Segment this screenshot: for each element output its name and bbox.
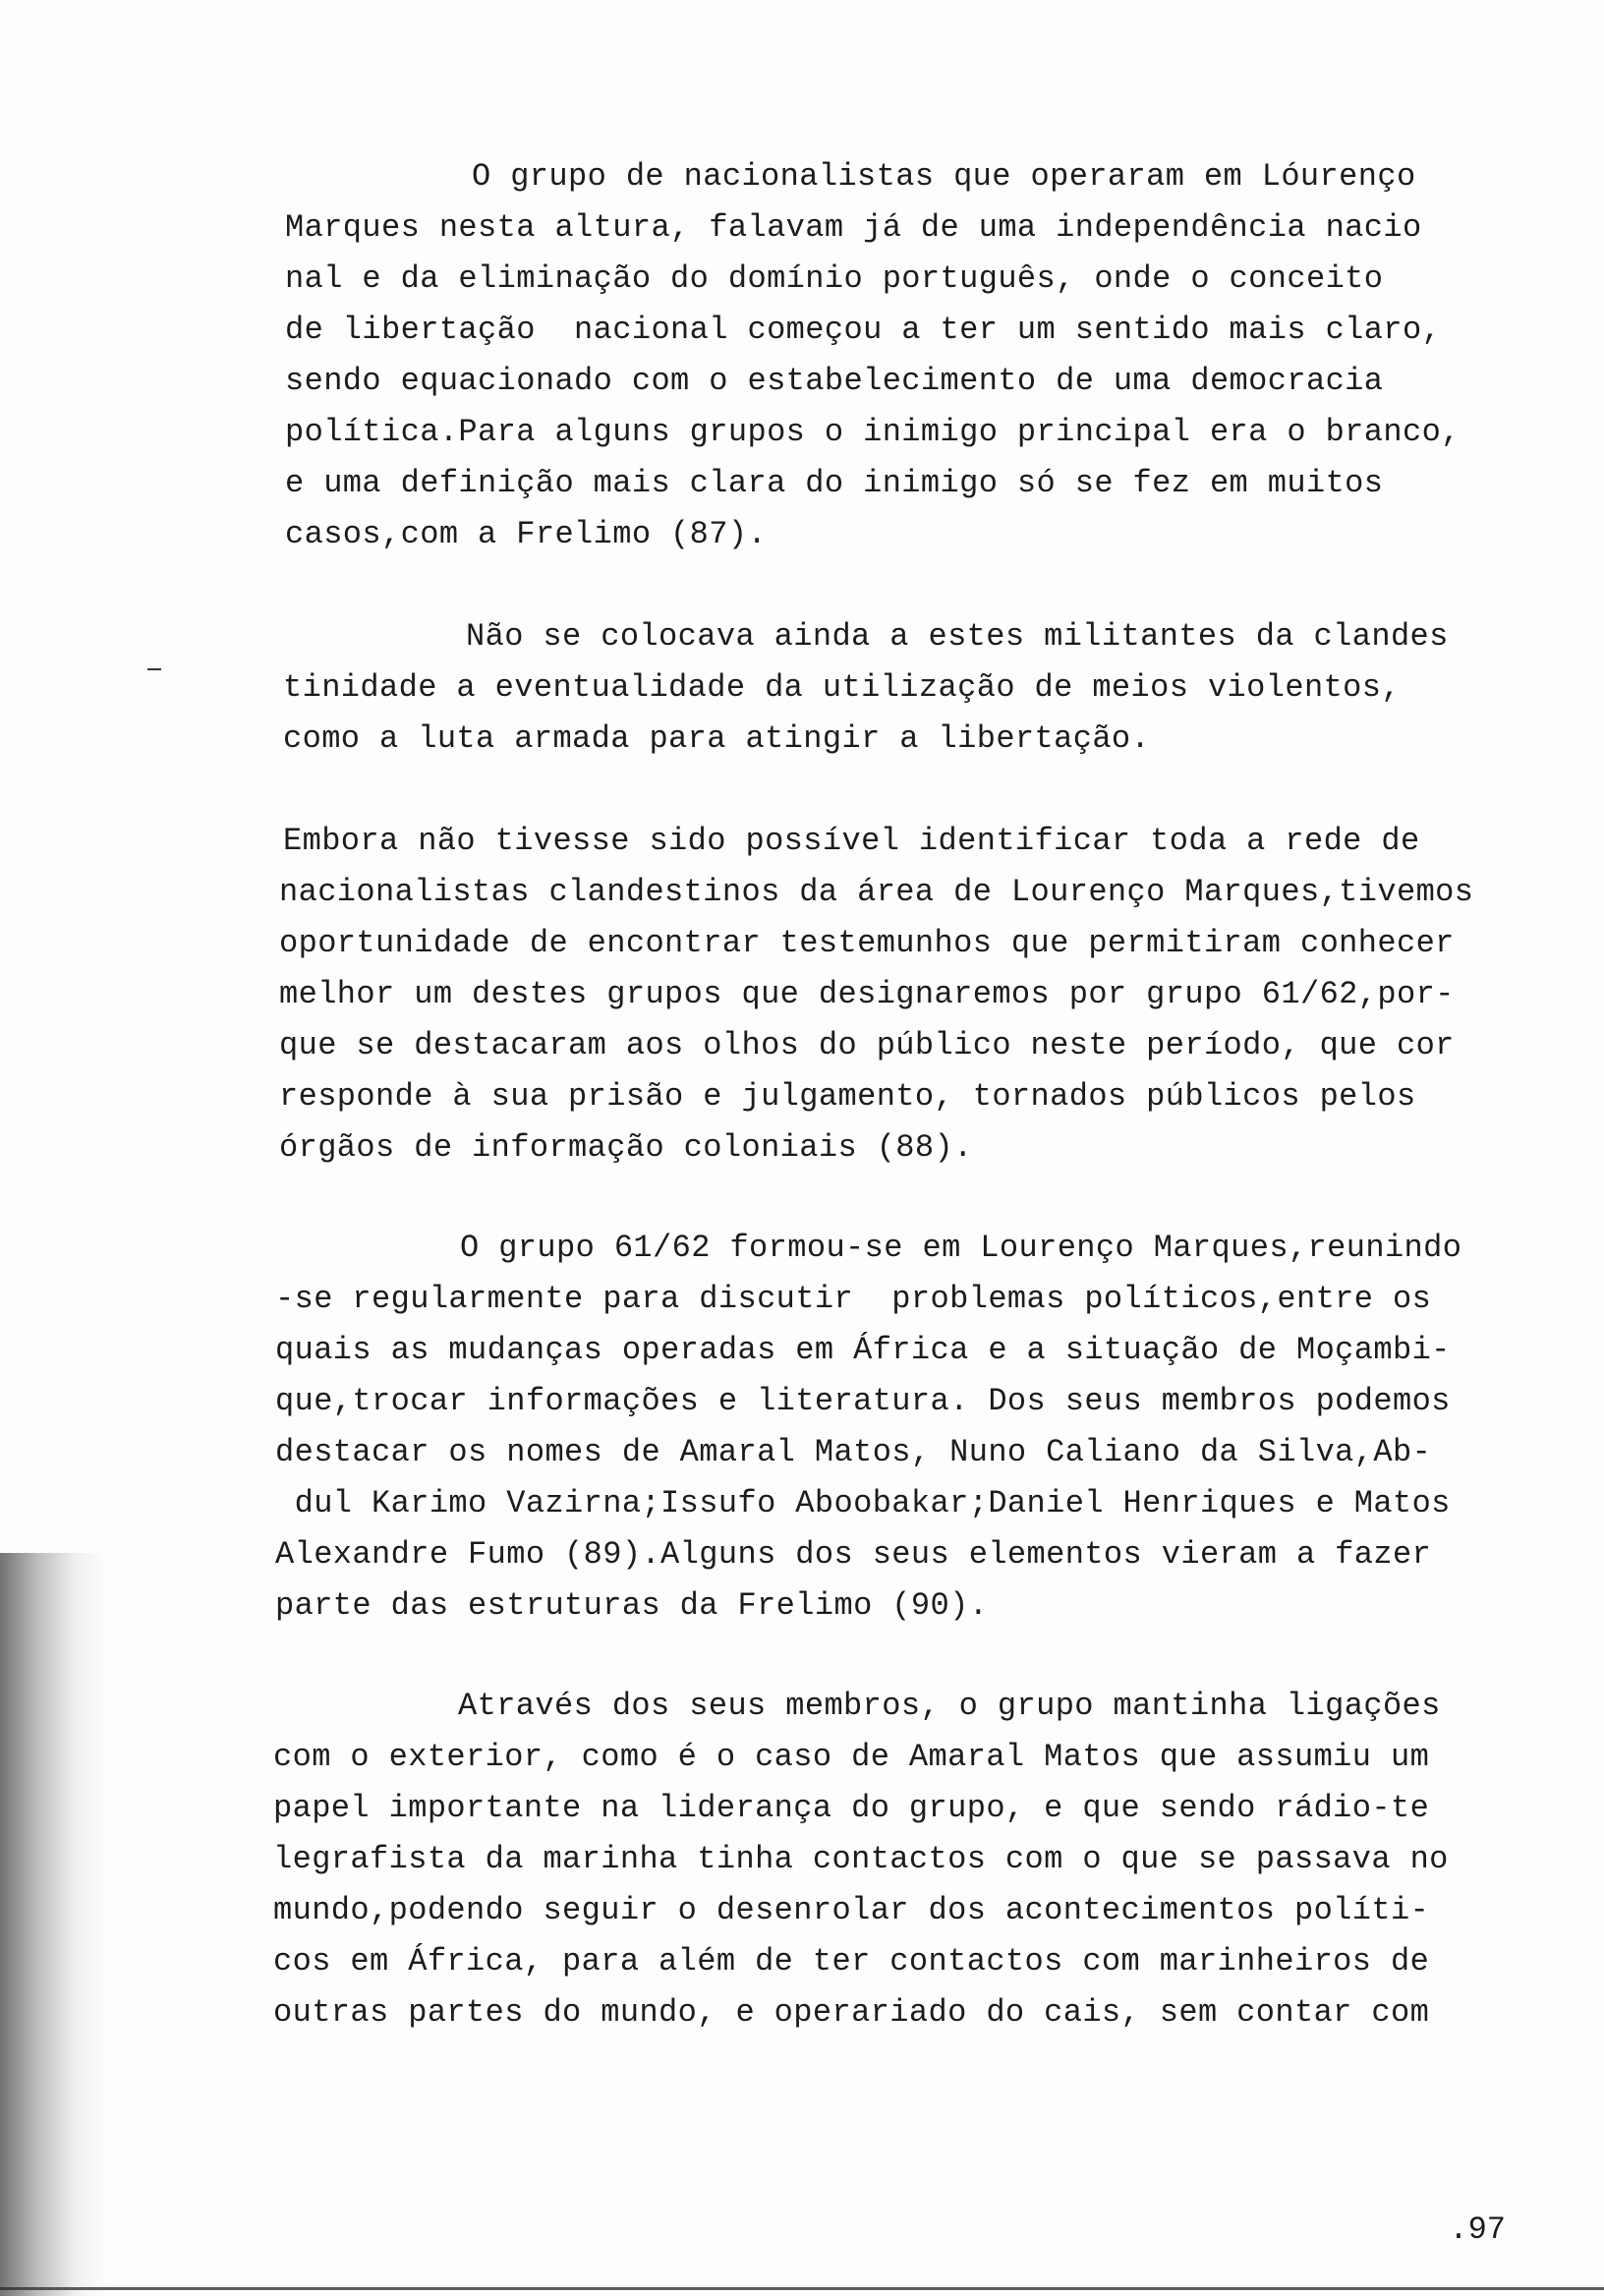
text-line: parte das estruturas da Frelimo (90). (275, 1587, 989, 1624)
text-line: legrafista da marinha tinha contactos com o que se passava no (273, 1841, 1449, 1877)
text-line: nal e da eliminação do domínio português, onde o conceito (285, 260, 1384, 297)
text-line: cos em África, para além de ter contactos com marinheiros de (273, 1943, 1430, 1980)
text-line: mundo,podendo seguir o desenrolar dos acontecimentos políti- (273, 1892, 1430, 1928)
text-line: como a luta armada para atingir a libertação. (283, 720, 1151, 757)
text-line: papel importante na liderança do grupo, e que sendo rádio-te (273, 1790, 1430, 1826)
text-line: tinidade a eventualidade da utilização de meios violentos, (283, 669, 1401, 706)
margin-mark (147, 668, 161, 670)
text-line: outras partes do mundo, e operariado do cais, sem contar com (273, 1994, 1430, 2031)
text-line: O grupo de nacionalistas que operaram em Lóurenço (472, 158, 1416, 195)
scan-shadow-left (0, 1553, 108, 2296)
text-line: sendo equacionado com o estabelecimento de uma democracia (285, 363, 1384, 399)
text-line: e uma definição mais clara do inimigo só se fez em muitos (285, 465, 1384, 501)
text-line: órgãos de informação coloniais (88). (279, 1129, 973, 1166)
text-line: política.Para alguns grupos o inimigo principal era o branco, (285, 414, 1461, 450)
text-line: O grupo 61/62 formou-se em Lourenço Marques,reunindo (460, 1230, 1462, 1266)
page-number: .97 (1449, 2211, 1506, 2248)
text-line: Não se colocava ainda a estes militantes da clandes (466, 618, 1449, 655)
text-line: casos,com a Frelimo (87). (285, 516, 768, 552)
text-line: Através dos seus membros, o grupo mantinha ligações (458, 1688, 1441, 1724)
text-line: -se regularmente para discutir problemas políticos,entre os (275, 1281, 1432, 1317)
text-line: quais as mudanças operadas em África e a situação de Moçambi- (275, 1332, 1451, 1368)
text-line: dul Karimo Vazirna;Issufo Aboobakar;Daniel Henriques e Matos (275, 1485, 1451, 1521)
text-line: Marques nesta altura, falavam já de uma independência nacio (285, 209, 1422, 246)
text-line: que se destacaram aos olhos do público neste período, que cor (279, 1027, 1455, 1063)
text-line: de libertação nacional começou a ter um sentido mais claro, (285, 312, 1442, 348)
text-line: melhor um destes grupos que designaremos por grupo 61/62,por- (279, 976, 1455, 1012)
text-line: com o exterior, como é o caso de Amaral Matos que assumiu um (273, 1739, 1430, 1775)
text-line: Embora não tivesse sido possível identificar toda a rede de (283, 823, 1420, 859)
scan-shadow-bottom (0, 2287, 1604, 2290)
text-line: Alexandre Fumo (89).Alguns dos seus elementos vieram a fazer (275, 1536, 1432, 1573)
text-line: responde à sua prisão e julgamento, tornados públicos pelos (279, 1078, 1416, 1115)
text-line: que,trocar informações e literatura. Dos seus membros podemos (275, 1383, 1451, 1419)
text-line: nacionalistas clandestinos da área de Lourenço Marques,tivemos (279, 874, 1474, 910)
text-line: oportunidade de encontrar testemunhos que permitiram conhecer (279, 925, 1455, 961)
text-line: destacar os nomes de Amaral Matos, Nuno Caliano da Silva,Ab- (275, 1434, 1432, 1470)
